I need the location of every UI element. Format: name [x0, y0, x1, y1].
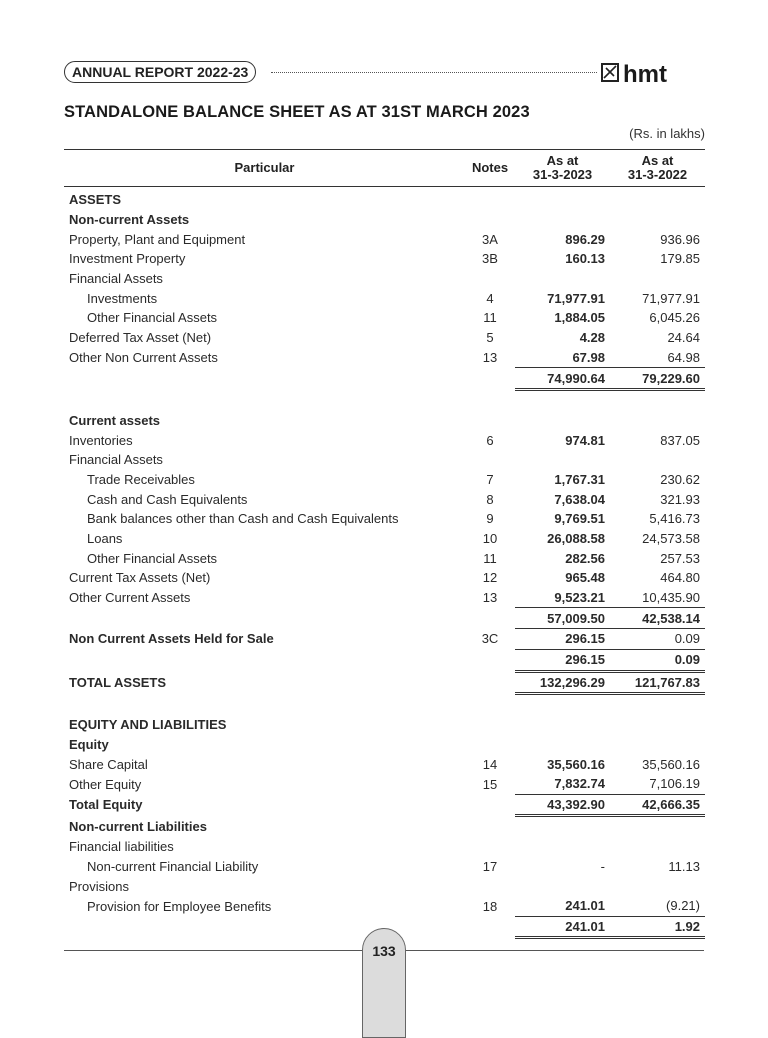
table-row [64, 269, 705, 289]
row-label: Trade Receivables [87, 471, 195, 487]
row-value-2022: 35,560.16 [642, 756, 700, 772]
row-value-2022: 121,767.83 [610, 671, 705, 694]
row-value-2022: 11.13 [668, 859, 700, 875]
row-value-2023: - [600, 859, 605, 875]
row-value-2023: 241.01 [565, 898, 605, 914]
row-note: 3C [481, 631, 499, 647]
row-value-2022 [610, 735, 705, 755]
row-label: Non-current Assets [69, 212, 190, 228]
row-note [465, 694, 515, 715]
row-note [465, 735, 515, 755]
row-value-2023 [515, 187, 610, 210]
table-row [64, 249, 705, 269]
subtotal-row [64, 608, 705, 629]
table-row [64, 389, 705, 410]
row-label: Total Equity [69, 797, 143, 813]
row-note: 8 [486, 491, 494, 507]
row-value-2022 [610, 837, 705, 857]
row-label: Other Financial Assets [87, 550, 218, 566]
row-value-2023: 9,523.21 [554, 590, 605, 606]
table-row [64, 328, 705, 348]
row-label: Financial Assets [69, 271, 163, 287]
row-label: Share Capital [69, 756, 148, 772]
row-value-2023: 896.29 [565, 231, 605, 247]
row-value-2023 [515, 694, 610, 715]
row-note [465, 916, 515, 938]
row-label: Other Current Assets [69, 590, 191, 606]
total-assets-row [64, 671, 705, 694]
row-note [465, 876, 515, 896]
col-header-previous-year [610, 150, 705, 187]
row-note: 13 [482, 590, 498, 606]
row-label: Deferred Tax Asset (Net) [69, 330, 212, 346]
row-note: 7 [486, 471, 494, 487]
row-note [465, 649, 515, 671]
row-value-2022: 71,977.91 [642, 290, 700, 306]
row-value-2022 [610, 816, 705, 837]
subtotal-row [64, 368, 705, 390]
row-label: Non-current Liabilities [69, 818, 207, 834]
row-value-2022: 464.80 [660, 570, 700, 586]
row-value-2023: 160.13 [565, 251, 605, 267]
row-value-2022: 24,573.58 [642, 531, 700, 547]
table-header-row [64, 150, 705, 187]
row-value-2023: 7,832.74 [554, 776, 605, 792]
col-header-particular: Particular [64, 150, 465, 187]
row-label: Other Financial Assets [87, 310, 218, 326]
row-note [465, 671, 515, 694]
row-value-2022: 1.92 [610, 916, 705, 938]
table-row [64, 229, 705, 249]
row-value-2023 [515, 389, 610, 410]
row-value-2023 [515, 715, 610, 735]
row-value-2023: 71,977.91 [547, 290, 605, 306]
table-row [64, 588, 705, 608]
row-value-2022: 0.09 [674, 631, 700, 647]
table-row [64, 857, 705, 877]
currency-note: (Rs. in lakhs) [629, 126, 705, 141]
row-value-2023: 974.81 [565, 432, 605, 448]
row-value-2023: 296.15 [515, 649, 610, 671]
table-row [64, 529, 705, 549]
row-value-2022: 321.93 [660, 491, 700, 507]
row-note: 17 [482, 859, 498, 875]
row-value-2023 [515, 411, 610, 431]
row-note [465, 816, 515, 837]
row-value-2023 [515, 450, 610, 470]
row-value-2022 [610, 187, 705, 210]
row-label: Financial Assets [69, 452, 163, 468]
table-row [64, 774, 705, 794]
row-label: Other Non Current Assets [69, 350, 218, 366]
row-value-2022 [610, 450, 705, 470]
logo-text: hmt [623, 61, 667, 86]
row-label [64, 368, 465, 390]
row-note: 6 [486, 432, 494, 448]
table-row [64, 187, 705, 210]
row-label [64, 649, 465, 671]
row-value-2022: 936.96 [660, 231, 700, 247]
row-value-2023: 1,767.31 [554, 471, 605, 487]
row-value-2022: 0.09 [610, 649, 705, 671]
table-row [64, 348, 705, 368]
row-value-2023: 282.56 [565, 550, 605, 566]
row-value-2022: 230.62 [660, 471, 700, 487]
row-value-2023: 241.01 [515, 916, 610, 938]
table-row [64, 288, 705, 308]
row-note: 11 [483, 550, 497, 566]
col-header-previous-year-line1: As at [641, 153, 674, 168]
row-label: Property, Plant and Equipment [69, 231, 246, 247]
row-value-2023: 965.48 [565, 570, 605, 586]
row-value-2022: 7,106.19 [649, 776, 700, 792]
row-label: ASSETS [69, 192, 122, 208]
row-note [465, 794, 515, 816]
row-value-2023: 4.28 [579, 330, 605, 346]
row-value-2022: 64.98 [667, 349, 700, 365]
row-value-2023: 296.15 [565, 631, 605, 647]
page-title: STANDALONE BALANCE SHEET AS AT 31ST MARCH 2023 [64, 103, 530, 121]
row-value-2023 [515, 735, 610, 755]
row-value-2022 [610, 715, 705, 735]
row-value-2023: 74,990.64 [515, 368, 610, 390]
table-row [64, 754, 705, 774]
table-row [64, 509, 705, 529]
row-value-2022 [610, 876, 705, 896]
row-label: Non Current Assets Held for Sale [69, 631, 274, 647]
page-number-tab [362, 928, 406, 1038]
row-note: 3B [482, 251, 498, 267]
row-note [465, 411, 515, 431]
row-value-2022: 79,229.60 [610, 368, 705, 390]
table-row [64, 210, 705, 230]
header-dotted-rule [271, 72, 597, 73]
total-equity-row [64, 794, 705, 816]
row-value-2022: 24.64 [667, 330, 700, 346]
row-label: TOTAL ASSETS [69, 674, 167, 690]
row-value-2022: 179.85 [660, 251, 700, 267]
row-note: 13 [482, 350, 498, 366]
row-value-2023: 67.98 [572, 349, 605, 365]
row-value-2023 [515, 816, 610, 837]
row-value-2022 [610, 411, 705, 431]
table-row [64, 735, 705, 755]
row-value-2022: 10,435.90 [642, 590, 700, 606]
row-value-2023: 35,560.16 [547, 756, 605, 772]
table-row [64, 694, 705, 715]
row-note [465, 389, 515, 410]
table-row [64, 470, 705, 490]
row-value-2022: (9.21) [666, 898, 700, 914]
col-header-current-year-line1: As at [546, 153, 579, 168]
col-header-previous-year-line2: 31-3-2022 [627, 167, 688, 182]
table-row [64, 837, 705, 857]
row-label: Provision for Employee Benefits [87, 898, 272, 914]
row-label: Current assets [69, 412, 161, 428]
row-label [64, 389, 465, 410]
table-row [64, 816, 705, 837]
row-label: Inventories [69, 432, 133, 448]
row-note: 4 [486, 290, 494, 306]
row-note [465, 608, 515, 629]
balance-sheet-table [64, 149, 705, 939]
row-label: EQUITY AND LIABILITIES [69, 717, 227, 733]
table-row [64, 548, 705, 568]
row-label: Investments [87, 290, 158, 306]
table-row [64, 489, 705, 509]
row-value-2022: 42,538.14 [610, 608, 705, 629]
row-note [465, 715, 515, 735]
row-note [465, 837, 515, 857]
row-note [465, 269, 515, 289]
row-label: Financial liabilities [69, 839, 174, 855]
row-note: 9 [486, 511, 494, 527]
table-row [64, 308, 705, 328]
page-number: 133 [372, 943, 396, 959]
table-row [64, 450, 705, 470]
row-note: 14 [482, 756, 498, 772]
col-header-notes: Notes [465, 150, 515, 187]
row-value-2022 [610, 269, 705, 289]
table-row [64, 715, 705, 735]
row-label: Cash and Cash Equivalents [87, 491, 248, 507]
row-value-2022: 42,666.35 [610, 794, 705, 816]
row-label: Provisions [69, 878, 129, 894]
row-value-2023: 9,769.51 [554, 511, 605, 527]
row-value-2022 [610, 694, 705, 715]
row-note: 15 [482, 776, 498, 792]
row-value-2023 [515, 837, 610, 857]
row-label [64, 916, 465, 938]
row-value-2023: 43,392.90 [515, 794, 610, 816]
row-note: 12 [482, 570, 498, 586]
row-note [465, 450, 515, 470]
row-note [465, 368, 515, 390]
table-row [64, 411, 705, 431]
row-note: 10 [482, 531, 498, 547]
row-label: Loans [87, 531, 123, 547]
row-value-2023: 26,088.58 [547, 531, 605, 547]
row-value-2023: 132,296.29 [515, 671, 610, 694]
row-note [465, 187, 515, 210]
row-value-2023 [515, 876, 610, 896]
row-value-2023: 7,638.04 [554, 491, 605, 507]
row-value-2023 [515, 269, 610, 289]
row-label: Current Tax Assets (Net) [69, 570, 211, 586]
row-value-2022: 6,045.26 [649, 310, 700, 326]
col-header-current-year-line2: 31-3-2023 [532, 167, 593, 182]
annual-report-label: ANNUAL REPORT 2022-23 [64, 61, 256, 83]
row-label: Investment Property [69, 251, 186, 267]
row-value-2023 [515, 210, 610, 230]
col-header-current-year [515, 150, 610, 187]
row-value-2022: 5,416.73 [649, 511, 700, 527]
row-label: Equity [69, 736, 109, 752]
row-note: 11 [483, 310, 497, 326]
row-label: Bank balances other than Cash and Cash Equivalents [87, 511, 399, 527]
row-label: Non-current Financial Liability [87, 859, 259, 875]
subtotal-row [64, 649, 705, 671]
row-note: 5 [486, 330, 494, 346]
hmt-logo [601, 60, 709, 86]
table-row [64, 896, 705, 916]
row-value-2022: 257.53 [660, 550, 700, 566]
row-label [64, 608, 465, 629]
report-header [64, 60, 709, 86]
row-value-2022 [610, 389, 705, 410]
table-row [64, 568, 705, 588]
row-value-2023: 1,884.05 [554, 310, 605, 326]
row-label: Other Equity [69, 776, 142, 792]
row-note: 18 [482, 898, 498, 914]
table-row [64, 430, 705, 450]
table-row [64, 876, 705, 896]
row-note: 3A [482, 231, 498, 247]
table-row [64, 629, 705, 650]
row-label [64, 694, 465, 715]
row-note [465, 210, 515, 230]
row-value-2023: 57,009.50 [515, 608, 610, 629]
row-value-2022: 837.05 [660, 432, 700, 448]
row-value-2022 [610, 210, 705, 230]
